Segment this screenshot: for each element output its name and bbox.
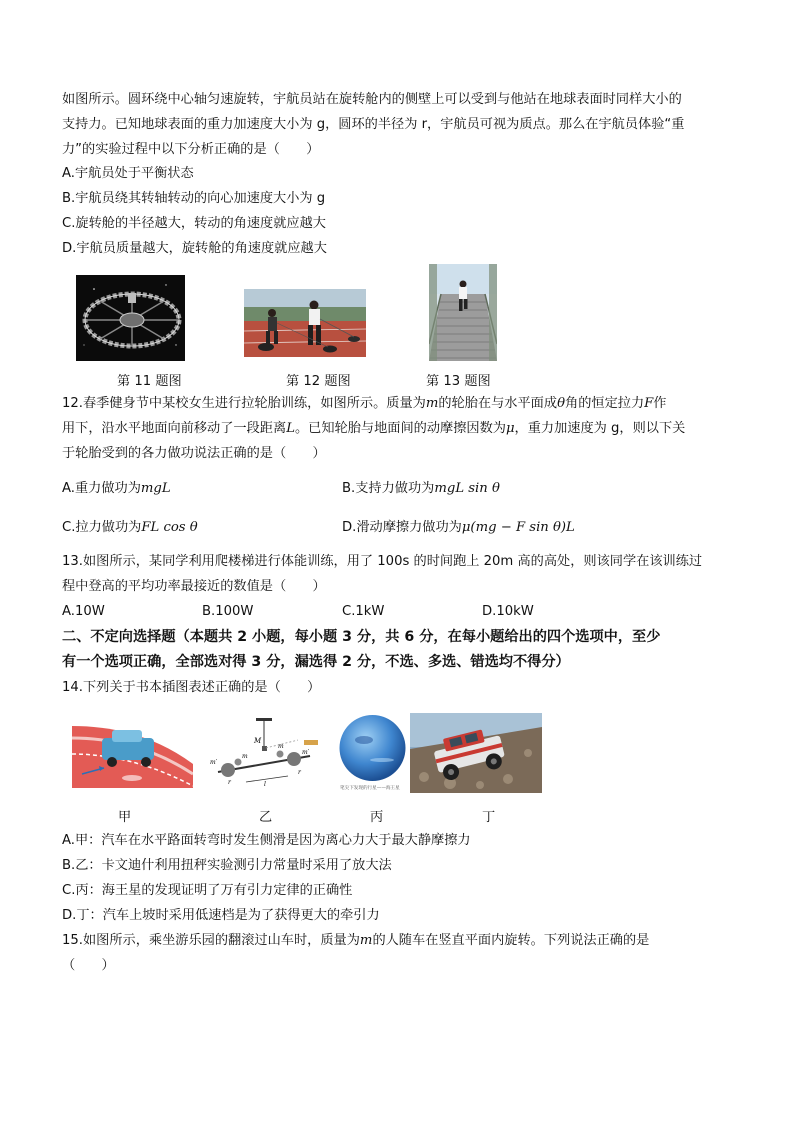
neptune-caption: 笔尖下发现的行星——海王星 [340,786,400,791]
q12-option-d: D.滑动摩擦力做功为μ(mg − F sin θ)L [342,520,575,535]
q12-stem-line-1: 12.春季健身节中某校女生进行拉轮胎训练，如图所示。质量为m的轮胎在与水平面成θ角的恒定拉力F作 [62,396,667,411]
q12-option-b: B.支持力做功为mgL sin θ [342,481,500,496]
q11-option-d: D.宇航员质量越大，旋转舱的角速度就应越大 [62,241,327,256]
q12-option-a: A.重力做功为mgL [62,481,171,496]
torsion-label-r-right: r [298,769,301,776]
variable-L: L [286,421,295,436]
q11-option-a: A.宇航员处于平衡状态 [62,166,194,181]
q11-stem-line-3: 力”的实验过程中以下分析正确的是（ ） [62,142,320,157]
figure-13-stair-climbing [429,264,497,361]
q11-stem-line-2: 支持力。已知地球表面的重力加速度大小为 g，圆环的半径为 r，宇航员可视为质点。那么在宇航员体验“重 [62,117,685,132]
torsion-label-m-right: m [278,743,284,750]
variable-m: m [359,933,373,948]
figure-bing-neptune [338,712,407,796]
figure-13-caption: 第 13 题图 [426,374,491,389]
figure-12-caption: 第 12 题图 [286,374,351,389]
q14-option-c: C.丙：海王星的发现证明了万有引力定律的正确性 [62,883,353,898]
q12-option-c: C.拉力做功为FL cos θ [62,520,198,535]
section-2-heading-line-2: 有一个选项正确，全部选对得 3 分，漏选得 2 分，不选、多选、错选均不得分） [62,654,570,670]
variable-theta: θ [557,396,566,411]
figure-11-caption: 第 11 题图 [117,374,182,389]
q13-stem-line-1: 13.如图所示，某同学利用爬楼梯进行体能训练，用了 100s 的时间跑上 20m 高的高处，则该同学在该训练过 [62,554,703,569]
figure-label-jia: 甲 [118,810,132,825]
q12-option-c-expression: FL cos θ [141,520,198,535]
q12-stem-line-3: 于轮胎受到的各力做功说法正确的是（ ） [62,446,326,461]
q11-stem-line-1: 如图所示。圆环绕中心轴匀速旋转，宇航员站在旋转舱内的侧壁上可以受到与他站在地球表面时同样大小的 [62,92,682,107]
q12-option-d-expression: μ(mg − F sin θ)L [461,520,575,535]
offroad-car-image [410,713,542,793]
figure-11-space-station [76,275,185,361]
q12-stem-line-2: 用下，沿水平地面向前移动了一段距离L。已知轮胎与地面间的动摩擦因数为μ，重力加速度为 g，则以下关 [62,421,686,436]
figure-label-yi: 乙 [259,810,273,825]
neptune-image [338,712,407,796]
stair-climbing-image [429,264,497,361]
figure-yi-torsion-balance [198,716,332,788]
variable-m: m [425,396,439,411]
figure-label-bing: 丙 [370,810,384,825]
car-skid-image [72,716,193,788]
space-station-ring-image [76,275,185,361]
figure-jia-car-skid [72,716,193,788]
variable-mu: μ [505,421,515,436]
variable-F: F [644,396,654,411]
q11-option-b: B.宇航员绕其转轴转动的向心加速度大小为 g [62,191,326,206]
q14-option-b: B.乙：卡文迪什利用扭秤实验测引力常量时采用了放大法 [62,858,392,873]
q13-option-c: C.1kW [342,604,385,619]
figure-ding-offroad-car [410,713,542,793]
q14-stem: 14.下列关于书本插图表述正确的是（ ） [62,680,321,695]
q15-stem-line-2: （ ） [62,958,115,973]
q13-stem-line-2: 程中登高的平均功率最接近的数值是（ ） [62,579,326,594]
q13-option-d: D.10kW [482,604,534,619]
q11-option-c: C.旋转舱的半径越大，转动的角速度就应越大 [62,216,326,231]
section-2-heading-line-1: 二、不定向选择题（本题共 2 小题，每小题 3 分，共 6 分，在每小题给出的四个选项中，至少 [62,629,661,645]
tire-pulling-image [244,289,366,357]
q14-option-a: A.甲：汽车在水平路面转弯时发生侧滑是因为离心力大于最大静摩擦力 [62,833,471,848]
torsion-label-m-left: m [242,753,248,760]
torsion-label-m-prime-right: m′ [302,749,310,756]
figure-label-ding: 丁 [482,810,496,825]
q12-option-a-expression: mgL [140,481,171,496]
torsion-label-l: l [264,781,266,788]
q15-stem-line-1: 15.如图所示，乘坐游乐园的翻滚过山车时，质量为m的人随车在竖直平面内旋转。下列说法正确的是 [62,933,650,948]
q14-option-d: D.丁：汽车上坡时采用低速档是为了获得更大的牵引力 [62,908,380,923]
torsion-label-M: M [254,737,262,745]
q12-option-b-expression: mgL sin θ [434,481,500,496]
torsion-label-m-prime-left: m′ [210,759,218,766]
figure-12-tire-pulling [244,289,366,357]
torsion-label-r-left: r [228,779,231,786]
q13-option-b: B.100W [202,604,254,619]
torsion-balance-diagram [198,716,332,788]
q13-option-a: A.10W [62,604,105,619]
